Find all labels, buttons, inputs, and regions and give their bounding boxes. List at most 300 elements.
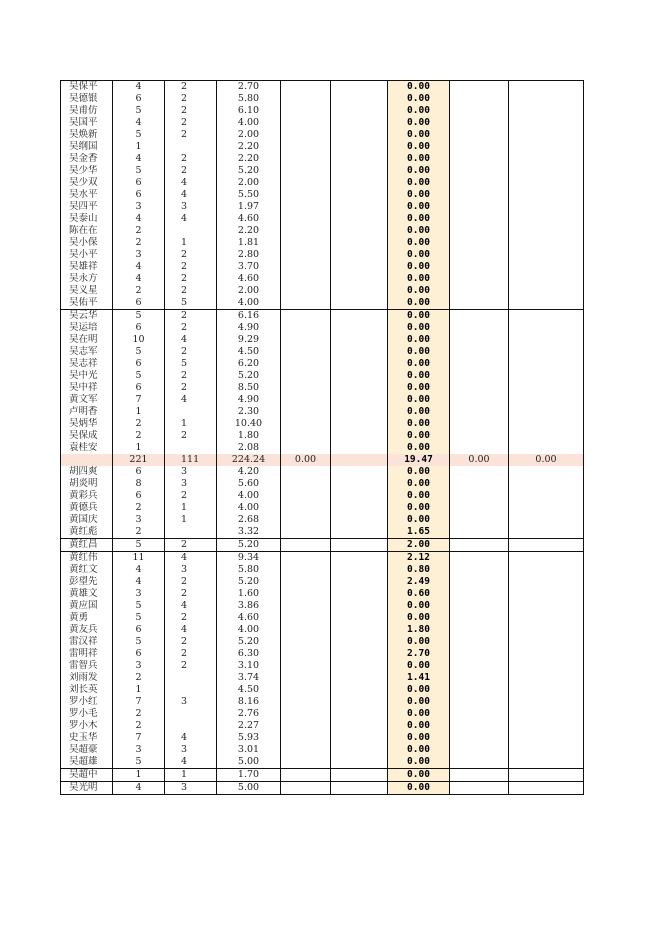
col8-cell[interactable] (450, 394, 509, 406)
sub-count-cell[interactable]: 2 (165, 660, 217, 672)
col5-cell[interactable] (281, 334, 331, 346)
col6-cell[interactable] (331, 782, 388, 795)
area-cell[interactable]: 9.34 (217, 552, 281, 565)
area-cell[interactable]: 9.29 (217, 334, 281, 346)
col5-cell[interactable] (281, 502, 331, 514)
value-cell[interactable]: 1.41 (388, 672, 450, 684)
area-cell[interactable]: 5.00 (217, 756, 281, 769)
count-cell[interactable]: 6 (113, 382, 165, 394)
area-cell[interactable]: 4.00 (217, 490, 281, 502)
value-cell[interactable]: 0.00 (388, 720, 450, 732)
col5-cell[interactable] (281, 732, 331, 744)
col5-cell[interactable] (281, 237, 331, 249)
col9-cell[interactable] (509, 672, 584, 684)
name-cell[interactable]: 黄国庆 (61, 514, 113, 526)
count-cell[interactable]: 6 (113, 624, 165, 636)
sub-count-cell[interactable]: 111 (165, 454, 217, 466)
name-cell[interactable]: 吴光明 (61, 782, 113, 795)
col5-cell[interactable] (281, 201, 331, 213)
name-cell[interactable]: 吴永方 (61, 273, 113, 285)
value-cell[interactable]: 0.00 (388, 129, 450, 141)
col9-cell[interactable]: 0.00 (509, 454, 584, 466)
area-cell[interactable]: 2.80 (217, 249, 281, 261)
area-cell[interactable]: 4.00 (217, 117, 281, 129)
name-cell[interactable]: 陈在在 (61, 225, 113, 237)
col8-cell[interactable] (450, 177, 509, 189)
count-cell[interactable]: 8 (113, 478, 165, 490)
col6-cell[interactable] (331, 539, 388, 552)
sub-count-cell[interactable]: 5 (165, 297, 217, 310)
col6-cell[interactable] (331, 273, 388, 285)
col5-cell[interactable] (281, 249, 331, 261)
col5-cell[interactable] (281, 225, 331, 237)
count-cell[interactable]: 2 (113, 672, 165, 684)
count-cell[interactable]: 5 (113, 756, 165, 769)
col9-cell[interactable] (509, 81, 584, 94)
col8-cell[interactable] (450, 93, 509, 105)
area-cell[interactable]: 3.10 (217, 660, 281, 672)
col9-cell[interactable] (509, 526, 584, 539)
value-cell[interactable]: 0.00 (388, 696, 450, 708)
col8-cell[interactable]: 0.00 (450, 454, 509, 466)
value-cell[interactable]: 0.00 (388, 490, 450, 502)
col6-cell[interactable] (331, 612, 388, 624)
name-cell[interactable]: 雷智兵 (61, 660, 113, 672)
count-cell[interactable]: 1 (113, 406, 165, 418)
col8-cell[interactable] (450, 526, 509, 539)
col6-cell[interactable] (331, 660, 388, 672)
sub-count-cell[interactable]: 2 (165, 93, 217, 105)
sub-count-cell[interactable]: 1 (165, 418, 217, 430)
col9-cell[interactable] (509, 406, 584, 418)
col8-cell[interactable] (450, 478, 509, 490)
col5-cell[interactable]: 0.00 (281, 454, 331, 466)
col5-cell[interactable] (281, 406, 331, 418)
area-cell[interactable]: 5.93 (217, 732, 281, 744)
count-cell[interactable]: 4 (113, 213, 165, 225)
col5-cell[interactable] (281, 165, 331, 177)
name-cell[interactable]: 吴甫仿 (61, 105, 113, 117)
name-cell[interactable]: 吴义星 (61, 285, 113, 297)
col5-cell[interactable] (281, 720, 331, 732)
area-cell[interactable]: 2.20 (217, 225, 281, 237)
area-cell[interactable]: 2.70 (217, 81, 281, 94)
col5-cell[interactable] (281, 576, 331, 588)
col9-cell[interactable] (509, 660, 584, 672)
sub-count-cell[interactable]: 2 (165, 382, 217, 394)
name-cell[interactable]: 史玉华 (61, 732, 113, 744)
col9-cell[interactable] (509, 430, 584, 442)
name-cell[interactable]: 吴少双 (61, 177, 113, 189)
col9-cell[interactable] (509, 189, 584, 201)
col6-cell[interactable] (331, 261, 388, 273)
value-cell[interactable]: 0.00 (388, 782, 450, 795)
col5-cell[interactable] (281, 684, 331, 696)
value-cell[interactable]: 0.00 (388, 237, 450, 249)
col6-cell[interactable] (331, 600, 388, 612)
col9-cell[interactable] (509, 478, 584, 490)
col5-cell[interactable] (281, 346, 331, 358)
sub-count-cell[interactable] (165, 406, 217, 418)
sub-count-cell[interactable]: 2 (165, 588, 217, 600)
count-cell[interactable]: 7 (113, 394, 165, 406)
col5-cell[interactable] (281, 782, 331, 795)
col9-cell[interactable] (509, 394, 584, 406)
name-cell[interactable]: 雷汉祥 (61, 636, 113, 648)
area-cell[interactable]: 2.00 (217, 129, 281, 141)
area-cell[interactable]: 2.20 (217, 153, 281, 165)
count-cell[interactable]: 5 (113, 600, 165, 612)
col8-cell[interactable] (450, 624, 509, 636)
name-cell[interactable]: 吴超中 (61, 769, 113, 782)
col6-cell[interactable] (331, 394, 388, 406)
value-cell[interactable]: 0.00 (388, 165, 450, 177)
sub-count-cell[interactable]: 4 (165, 552, 217, 565)
name-cell[interactable]: 吴云华 (61, 310, 113, 323)
col8-cell[interactable] (450, 322, 509, 334)
col6-cell[interactable] (331, 588, 388, 600)
sub-count-cell[interactable]: 2 (165, 490, 217, 502)
sub-count-cell[interactable] (165, 684, 217, 696)
name-cell[interactable]: 黄红昌 (61, 539, 113, 552)
value-cell[interactable]: 2.70 (388, 648, 450, 660)
col8-cell[interactable] (450, 756, 509, 769)
col5-cell[interactable] (281, 297, 331, 310)
col9-cell[interactable] (509, 612, 584, 624)
sub-count-cell[interactable]: 2 (165, 165, 217, 177)
col5-cell[interactable] (281, 153, 331, 165)
col5-cell[interactable] (281, 213, 331, 225)
col6-cell[interactable] (331, 672, 388, 684)
col6-cell[interactable] (331, 502, 388, 514)
col9-cell[interactable] (509, 769, 584, 782)
col9-cell[interactable] (509, 696, 584, 708)
value-cell[interactable]: 0.00 (388, 346, 450, 358)
col6-cell[interactable] (331, 490, 388, 502)
col6-cell[interactable] (331, 744, 388, 756)
col8-cell[interactable] (450, 297, 509, 310)
area-cell[interactable]: 10.40 (217, 418, 281, 430)
value-cell[interactable]: 0.00 (388, 406, 450, 418)
count-cell[interactable]: 5 (113, 612, 165, 624)
value-cell[interactable]: 0.00 (388, 105, 450, 117)
sub-count-cell[interactable]: 3 (165, 696, 217, 708)
name-cell[interactable]: 罗小毛 (61, 708, 113, 720)
col6-cell[interactable] (331, 225, 388, 237)
col6-cell[interactable] (331, 478, 388, 490)
sub-count-cell[interactable]: 2 (165, 648, 217, 660)
sub-count-cell[interactable]: 2 (165, 430, 217, 442)
col9-cell[interactable] (509, 225, 584, 237)
col5-cell[interactable] (281, 310, 331, 323)
col6-cell[interactable] (331, 732, 388, 744)
col9-cell[interactable] (509, 322, 584, 334)
value-cell[interactable]: 0.00 (388, 466, 450, 478)
col5-cell[interactable] (281, 648, 331, 660)
value-cell[interactable]: 0.00 (388, 756, 450, 769)
sub-count-cell[interactable]: 4 (165, 189, 217, 201)
sub-count-cell[interactable]: 2 (165, 612, 217, 624)
col6-cell[interactable] (331, 708, 388, 720)
count-cell[interactable]: 6 (113, 177, 165, 189)
col6-cell[interactable] (331, 358, 388, 370)
name-cell[interactable]: 吴纲国 (61, 141, 113, 153)
col9-cell[interactable] (509, 370, 584, 382)
col5-cell[interactable] (281, 358, 331, 370)
value-cell[interactable]: 0.00 (388, 478, 450, 490)
sub-count-cell[interactable] (165, 708, 217, 720)
sub-count-cell[interactable] (165, 720, 217, 732)
area-cell[interactable]: 3.32 (217, 526, 281, 539)
col5-cell[interactable] (281, 273, 331, 285)
area-cell[interactable]: 1.80 (217, 430, 281, 442)
col8-cell[interactable] (450, 81, 509, 94)
col8-cell[interactable] (450, 648, 509, 660)
value-cell[interactable]: 0.00 (388, 708, 450, 720)
value-cell[interactable]: 2.49 (388, 576, 450, 588)
col9-cell[interactable] (509, 141, 584, 153)
col6-cell[interactable] (331, 249, 388, 261)
sub-count-cell[interactable]: 1 (165, 514, 217, 526)
col9-cell[interactable] (509, 201, 584, 213)
col6-cell[interactable] (331, 624, 388, 636)
value-cell[interactable]: 2.12 (388, 552, 450, 565)
col8-cell[interactable] (450, 502, 509, 514)
col5-cell[interactable] (281, 672, 331, 684)
value-cell[interactable]: 0.00 (388, 600, 450, 612)
count-cell[interactable]: 2 (113, 225, 165, 237)
col9-cell[interactable] (509, 708, 584, 720)
col9-cell[interactable] (509, 285, 584, 297)
value-cell[interactable]: 0.00 (388, 370, 450, 382)
sub-count-cell[interactable] (165, 225, 217, 237)
name-cell[interactable]: 黄彩兵 (61, 490, 113, 502)
name-cell[interactable]: 胡炎明 (61, 478, 113, 490)
col8-cell[interactable] (450, 732, 509, 744)
col9-cell[interactable] (509, 648, 584, 660)
col9-cell[interactable] (509, 334, 584, 346)
col9-cell[interactable] (509, 588, 584, 600)
name-cell[interactable]: 吴保平 (61, 81, 113, 94)
area-cell[interactable]: 4.00 (217, 502, 281, 514)
col6-cell[interactable] (331, 636, 388, 648)
name-cell[interactable]: 黄红彪 (61, 526, 113, 539)
area-cell[interactable]: 4.50 (217, 684, 281, 696)
area-cell[interactable]: 3.70 (217, 261, 281, 273)
count-cell[interactable]: 5 (113, 539, 165, 552)
name-cell[interactable]: 吴雄祥 (61, 261, 113, 273)
col9-cell[interactable] (509, 552, 584, 565)
col9-cell[interactable] (509, 732, 584, 744)
count-cell[interactable]: 6 (113, 466, 165, 478)
value-cell[interactable]: 0.00 (388, 273, 450, 285)
col5-cell[interactable] (281, 756, 331, 769)
area-cell[interactable]: 2.68 (217, 514, 281, 526)
sub-count-cell[interactable]: 4 (165, 624, 217, 636)
count-cell[interactable]: 6 (113, 322, 165, 334)
count-cell[interactable]: 7 (113, 732, 165, 744)
area-cell[interactable]: 4.90 (217, 394, 281, 406)
area-cell[interactable]: 5.20 (217, 539, 281, 552)
col9-cell[interactable] (509, 165, 584, 177)
sub-count-cell[interactable]: 2 (165, 273, 217, 285)
col8-cell[interactable] (450, 237, 509, 249)
area-cell[interactable]: 4.60 (217, 612, 281, 624)
name-cell[interactable]: 吴保成 (61, 430, 113, 442)
col8-cell[interactable] (450, 720, 509, 732)
col8-cell[interactable] (450, 418, 509, 430)
count-cell[interactable]: 2 (113, 708, 165, 720)
col8-cell[interactable] (450, 588, 509, 600)
col5-cell[interactable] (281, 490, 331, 502)
col9-cell[interactable] (509, 782, 584, 795)
area-cell[interactable]: 4.00 (217, 624, 281, 636)
col6-cell[interactable] (331, 334, 388, 346)
col5-cell[interactable] (281, 466, 331, 478)
value-cell[interactable]: 0.80 (388, 564, 450, 576)
col9-cell[interactable] (509, 442, 584, 454)
area-cell[interactable]: 2.27 (217, 720, 281, 732)
col6-cell[interactable] (331, 189, 388, 201)
name-cell[interactable]: 吴泰山 (61, 213, 113, 225)
col6-cell[interactable] (331, 756, 388, 769)
value-cell[interactable]: 0.00 (388, 93, 450, 105)
sub-count-cell[interactable] (165, 672, 217, 684)
col8-cell[interactable] (450, 382, 509, 394)
col8-cell[interactable] (450, 334, 509, 346)
sub-count-cell[interactable]: 3 (165, 201, 217, 213)
name-cell[interactable] (61, 454, 113, 466)
col8-cell[interactable] (450, 552, 509, 565)
area-cell[interactable]: 6.30 (217, 648, 281, 660)
count-cell[interactable]: 7 (113, 696, 165, 708)
col5-cell[interactable] (281, 624, 331, 636)
col6-cell[interactable] (331, 720, 388, 732)
area-cell[interactable]: 4.50 (217, 346, 281, 358)
col8-cell[interactable] (450, 696, 509, 708)
col5-cell[interactable] (281, 261, 331, 273)
area-cell[interactable]: 4.60 (217, 273, 281, 285)
col9-cell[interactable] (509, 564, 584, 576)
col6-cell[interactable] (331, 466, 388, 478)
name-cell[interactable]: 吴佑平 (61, 297, 113, 310)
col8-cell[interactable] (450, 285, 509, 297)
count-cell[interactable]: 5 (113, 636, 165, 648)
count-cell[interactable]: 4 (113, 117, 165, 129)
col9-cell[interactable] (509, 720, 584, 732)
count-cell[interactable]: 221 (113, 454, 165, 466)
col9-cell[interactable] (509, 105, 584, 117)
col8-cell[interactable] (450, 201, 509, 213)
sub-count-cell[interactable]: 3 (165, 744, 217, 756)
col8-cell[interactable] (450, 636, 509, 648)
area-cell[interactable]: 224.24 (217, 454, 281, 466)
col6-cell[interactable] (331, 769, 388, 782)
col8-cell[interactable] (450, 189, 509, 201)
col5-cell[interactable] (281, 285, 331, 297)
col8-cell[interactable] (450, 539, 509, 552)
col6-cell[interactable] (331, 526, 388, 539)
col9-cell[interactable] (509, 600, 584, 612)
col8-cell[interactable] (450, 564, 509, 576)
col6-cell[interactable] (331, 310, 388, 323)
value-cell[interactable]: 1.80 (388, 624, 450, 636)
col8-cell[interactable] (450, 261, 509, 273)
name-cell[interactable]: 吴小保 (61, 237, 113, 249)
count-cell[interactable]: 3 (113, 514, 165, 526)
name-cell[interactable]: 吴中祥 (61, 382, 113, 394)
count-cell[interactable]: 2 (113, 285, 165, 297)
col9-cell[interactable] (509, 539, 584, 552)
name-cell[interactable]: 刘长英 (61, 684, 113, 696)
sub-count-cell[interactable]: 4 (165, 732, 217, 744)
count-cell[interactable]: 4 (113, 564, 165, 576)
count-cell[interactable]: 2 (113, 430, 165, 442)
col6-cell[interactable] (331, 201, 388, 213)
name-cell[interactable]: 吴少华 (61, 165, 113, 177)
sub-count-cell[interactable]: 2 (165, 117, 217, 129)
col5-cell[interactable] (281, 526, 331, 539)
col6-cell[interactable] (331, 81, 388, 94)
col6-cell[interactable] (331, 346, 388, 358)
value-cell[interactable]: 0.00 (388, 310, 450, 323)
col5-cell[interactable] (281, 696, 331, 708)
count-cell[interactable]: 5 (113, 346, 165, 358)
value-cell[interactable]: 0.00 (388, 189, 450, 201)
col9-cell[interactable] (509, 310, 584, 323)
col9-cell[interactable] (509, 684, 584, 696)
count-cell[interactable]: 10 (113, 334, 165, 346)
name-cell[interactable]: 袁桂安 (61, 442, 113, 454)
col8-cell[interactable] (450, 660, 509, 672)
col6-cell[interactable] (331, 576, 388, 588)
area-cell[interactable]: 2.00 (217, 285, 281, 297)
sub-count-cell[interactable]: 4 (165, 394, 217, 406)
area-cell[interactable]: 8.16 (217, 696, 281, 708)
col9-cell[interactable] (509, 624, 584, 636)
count-cell[interactable]: 2 (113, 526, 165, 539)
name-cell[interactable]: 黄应国 (61, 600, 113, 612)
sub-count-cell[interactable]: 2 (165, 310, 217, 323)
count-cell[interactable]: 1 (113, 141, 165, 153)
name-cell[interactable]: 吴四平 (61, 201, 113, 213)
sub-count-cell[interactable]: 2 (165, 249, 217, 261)
col6-cell[interactable] (331, 129, 388, 141)
area-cell[interactable]: 5.80 (217, 564, 281, 576)
col9-cell[interactable] (509, 249, 584, 261)
count-cell[interactable]: 4 (113, 576, 165, 588)
col8-cell[interactable] (450, 612, 509, 624)
col9-cell[interactable] (509, 418, 584, 430)
sub-count-cell[interactable] (165, 526, 217, 539)
col8-cell[interactable] (450, 310, 509, 323)
value-cell[interactable]: 19.47 (388, 454, 450, 466)
count-cell[interactable]: 1 (113, 442, 165, 454)
sub-count-cell[interactable]: 2 (165, 322, 217, 334)
col9-cell[interactable] (509, 490, 584, 502)
value-cell[interactable]: 0.00 (388, 612, 450, 624)
value-cell[interactable]: 0.00 (388, 261, 450, 273)
col5-cell[interactable] (281, 105, 331, 117)
col8-cell[interactable] (450, 358, 509, 370)
area-cell[interactable]: 5.20 (217, 370, 281, 382)
count-cell[interactable]: 2 (113, 237, 165, 249)
name-cell[interactable]: 吴德银 (61, 93, 113, 105)
count-cell[interactable]: 11 (113, 552, 165, 565)
sub-count-cell[interactable]: 2 (165, 285, 217, 297)
col8-cell[interactable] (450, 370, 509, 382)
count-cell[interactable]: 2 (113, 502, 165, 514)
